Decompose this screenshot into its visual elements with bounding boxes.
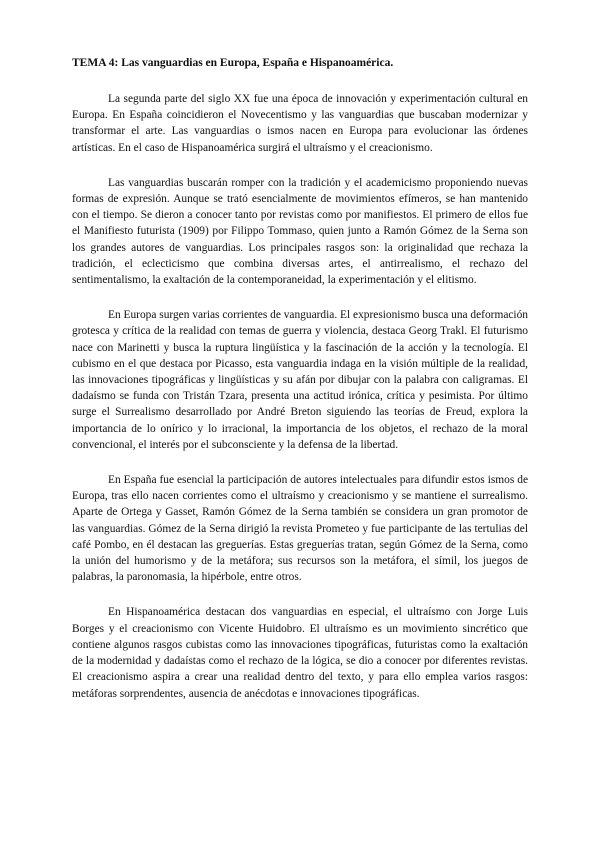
paragraph-vanguardias-rasgos: Las vanguardias buscarán romper con la tradición y el academicismo proponiendo nuevas formas de expresión. Aunque se trató esencialmente de movimientos efímeros, se han mantenido con el tiempo. Se dieron a conocer tanto por revistas como por manifiestos. El primero de ellos fue el Manifiesto futurista (1909) por Filippo Tommaso, quien junto a Ramón Gómez de la Serna son los grandes autores de vanguardias. Los principales rasgos son: la originalidad que rechaza la tradición, el eclecticismo que combina diversas artes, el antirrealismo, el rechazo del sentimentalismo, la exaltación de la contemporaneidad, la experimentación y el elitismo. <box>72 176 528 287</box>
paragraph-espana: En España fue esencial la participación de autores intelectuales para difundir estos ismos de Europa, tras ello nacen corrientes como el ultraísmo y creacionismo y se mantiene el surrealismo. Aparte de Ortega y Gasset, Ramón Gómez de la Serna también se considera un gran promotor de las vanguardias. Gómez de la Serna dirigió la revista Prometeo y fue participante de las tertulias del café Pombo, en él destacan las greguerías. Estas greguerías tratan, según Gómez de la Serna, como la unión del humorismo y de la metáfora; sus recursos son la metáfora, el símil, los juegos de palabras, la paronomasia, la hipérbole, entre otros. <box>72 474 528 584</box>
paragraph-hispanoamerica: En Hispanoamérica destacan dos vanguardias en especial, el ultraísmo con Jorge Luis Borges y el creacionismo con Vicente Huidobro. El ultraísmo es un movimiento sincrético que contiene algunos rasgos cubistas como las innovaciones tipográficas, futuristas como la exaltación de la modernidad y dadaístas como el rechazo de la lógica, se dio a conocer por diferentes revistas. El creacionismo aspira a crear una realidad dentro del texto, y para ello emplea varios rasgos: metáforas sorprendentes, ausencia de anécdotas e innovaciones tipográficas. <box>72 606 528 700</box>
paragraph-europa: En Europa surgen varias corrientes de vanguardia. El expresionismo busca una deformación grotesca y crítica de la realidad con temas de guerra y violencia, destaca Georg Trakl. El futurismo nace con Marinetti y busca la ruptura lingüística y la fascinación de la acción y la tecnología. El cubismo en el que destaca por Picasso, esta vanguardia indaga en la visión múltiple de la realidad, las innovaciones tipográficas y lingüísticas y su afán por dibujar con la palabra con caligramas. El dadaísmo se funda con Tristán Tzara, presenta una actitud irónica, crítica y pesimista. Por último surge el Surrealismo desarrollado por André Breton siguiendo las teorías de Freud, explora la importancia de lo onírico y lo irracional, la importancia de los objetos, el rechazo de la moral convencional, el interés por el subconsciente y la defensa de la libertad. <box>72 309 528 451</box>
paragraph-intro: La segunda parte del siglo XX fue una época de innovación y experimentación cultural en Europa. En España coincidieron el Novecentismo y las vanguardias que buscaban modernizar y transformar el arte. Las vanguardias o ismos nacen en Europa para evolucionar las órdenes artísticas. En el caso de Hispanoamérica surgirá el ultraísmo y el creacionismo. <box>72 93 528 154</box>
document-title: TEMA 4: Las vanguardias en Europa, España e Hispanoamérica. <box>72 57 394 69</box>
